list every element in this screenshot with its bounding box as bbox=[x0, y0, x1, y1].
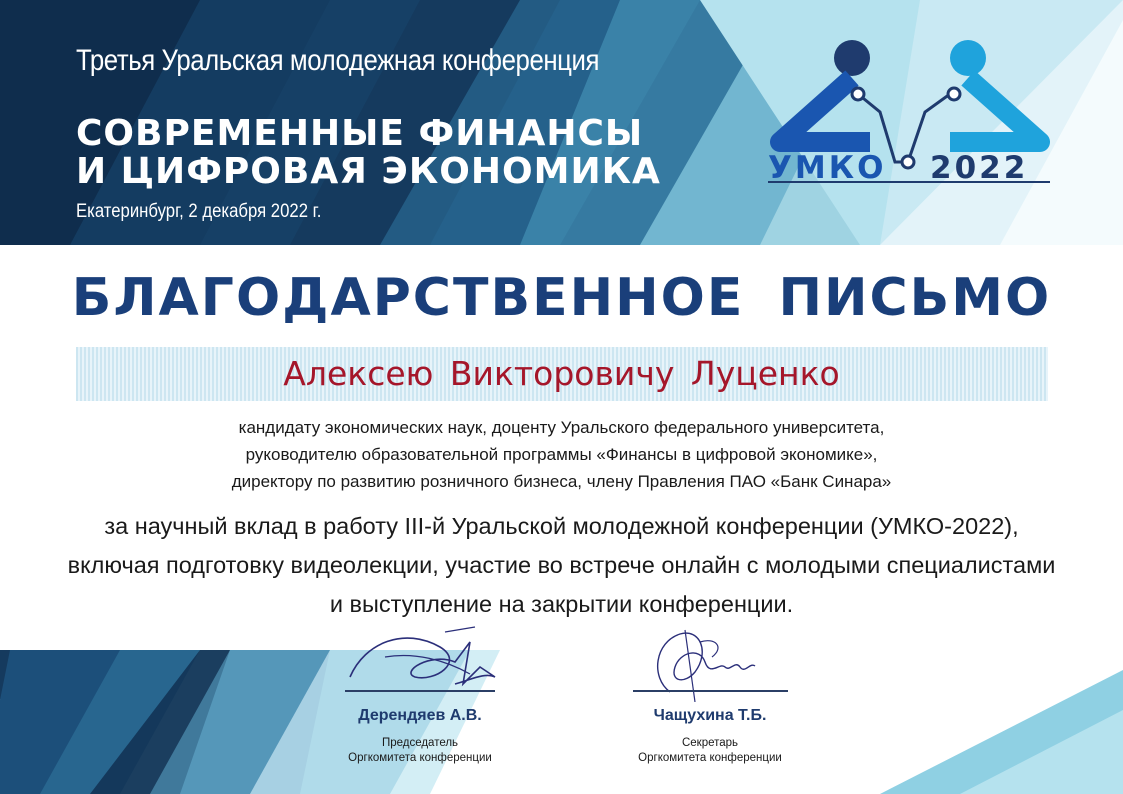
signatory-role: Оргкомитета конференции bbox=[638, 752, 782, 764]
header-banner bbox=[0, 0, 1123, 245]
place-date: Екатеринбург, 2 декабря 2022 г. bbox=[76, 201, 322, 222]
recipient-name: Алексею Викторовичу Луценко bbox=[283, 354, 840, 393]
signatory-name-secretary: Чащухина Т.Б. bbox=[653, 707, 767, 724]
footer-background bbox=[0, 640, 1123, 794]
conference-title-line-1: СОВРЕМЕННЫЕ ФИНАНСЫ bbox=[76, 113, 644, 154]
signatory-name-chairman: Дерендяев А.В. bbox=[358, 707, 482, 724]
signature-chairman-icon bbox=[345, 622, 505, 692]
gratitude-reason-line: за научный вклад в работу III-й Уральской молодежной конференции (УМКО-2022), bbox=[104, 513, 1019, 539]
signature-line bbox=[633, 690, 788, 692]
letter-title: БЛАГОДАРСТВЕННОЕ ПИСЬМО bbox=[71, 268, 1052, 328]
signatory-role: Председатель bbox=[381, 737, 459, 749]
gratitude-reason-line: включая подготовку видеолекции, участие во встрече онлайн с молодыми специалистами bbox=[67, 552, 1056, 578]
conference-name: Третья Уральская молодежная конференция bbox=[76, 44, 600, 77]
logo-umko-text: УМКО bbox=[768, 150, 887, 186]
signatory-role: Оргкомитета конференции bbox=[348, 752, 492, 764]
recipient-description-line: руководителю образовательной программы «Финансы в цифровой экономике», bbox=[245, 445, 878, 464]
recipient-description-line: директору по развитию розничного бизнеса, члену Правления ПАО «Банк Синара» bbox=[231, 472, 892, 491]
recipient-description-line: кандидату экономических наук, доценту Уральского федерального университета, bbox=[238, 418, 885, 437]
gratitude-reason-line: и выступление на закрытии конференции. bbox=[329, 591, 794, 617]
logo-year-text: 2022 bbox=[930, 150, 1029, 186]
signature-line bbox=[345, 690, 495, 692]
signatory-role: Секретарь bbox=[681, 737, 739, 749]
conference-title-line-2: И ЦИФРОВАЯ ЭКОНОМИКА bbox=[76, 151, 661, 192]
